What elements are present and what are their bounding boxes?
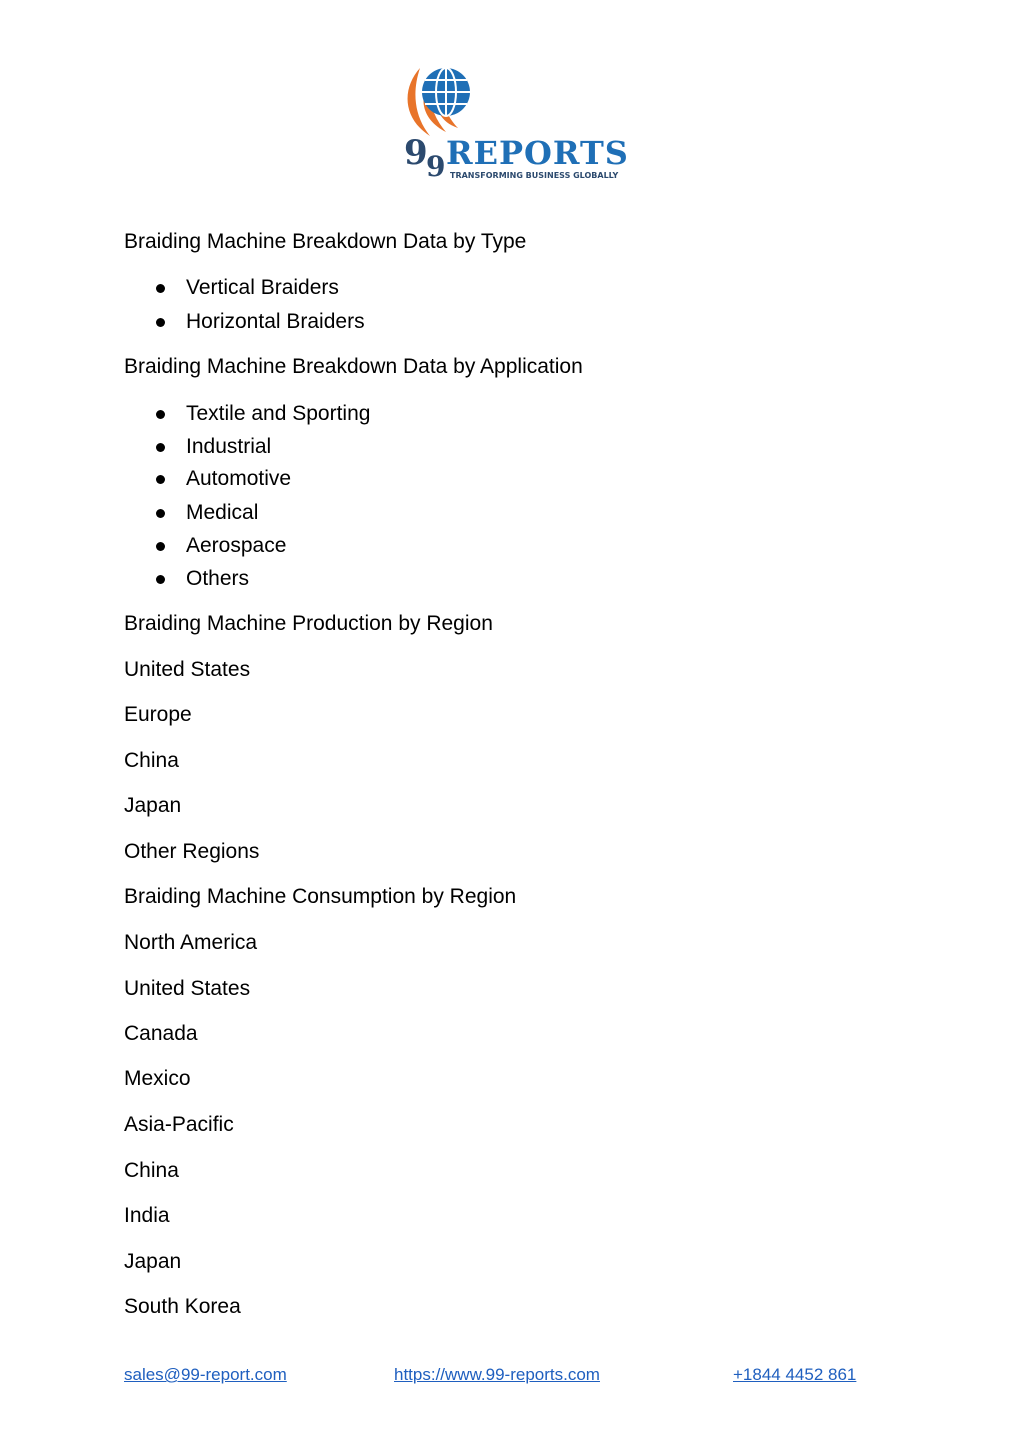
section-heading-production: Braiding Machine Production by Region [124, 612, 493, 635]
phone-link[interactable]: +1844 4452 861 [733, 1365, 857, 1384]
region-item: United States [124, 658, 251, 681]
section-heading-type: Braiding Machine Breakdown Data by Type [124, 230, 527, 253]
region-item: South Korea [124, 1295, 241, 1318]
company-logo [400, 58, 630, 184]
svg-text:9: 9 [426, 150, 446, 183]
website-link[interactable]: https://www.99-reports.com [394, 1365, 600, 1384]
email-link[interactable]: sales@99-report.com [124, 1365, 287, 1384]
section-heading-application: Braiding Machine Breakdown Data by Application [124, 355, 583, 378]
svg-text:TRANSFORMING BUSINESS GLOBALLY: TRANSFORMING BUSINESS GLOBALLY [450, 171, 619, 180]
region-item: China [124, 749, 179, 772]
svg-text:REPORTS: REPORTS [446, 134, 629, 172]
region-item: United States [124, 977, 251, 1000]
region-item: Asia-Pacific [124, 1113, 234, 1136]
region-item: India [124, 1204, 170, 1227]
section-heading-consumption: Braiding Machine Consumption by Region [124, 885, 517, 908]
bullet-icon [156, 509, 165, 518]
bullet-icon [156, 542, 165, 551]
bullet-icon [156, 284, 165, 293]
region-item: North America [124, 931, 258, 954]
region-item: Other Regions [124, 840, 260, 863]
region-item: China [124, 1159, 179, 1182]
svg-text:9: 9 [404, 133, 429, 173]
bullet-icon [156, 475, 165, 484]
region-item: Japan [124, 794, 182, 817]
bullet-icon [156, 575, 165, 584]
bullet-icon [156, 410, 165, 419]
region-item: Europe [124, 703, 192, 726]
globe-logo-icon [400, 58, 630, 184]
region-item: Japan [124, 1250, 182, 1273]
bullet-icon [156, 318, 165, 327]
region-item: Canada [124, 1022, 198, 1045]
bullet-icon [156, 443, 165, 452]
region-item: Mexico [124, 1067, 191, 1090]
